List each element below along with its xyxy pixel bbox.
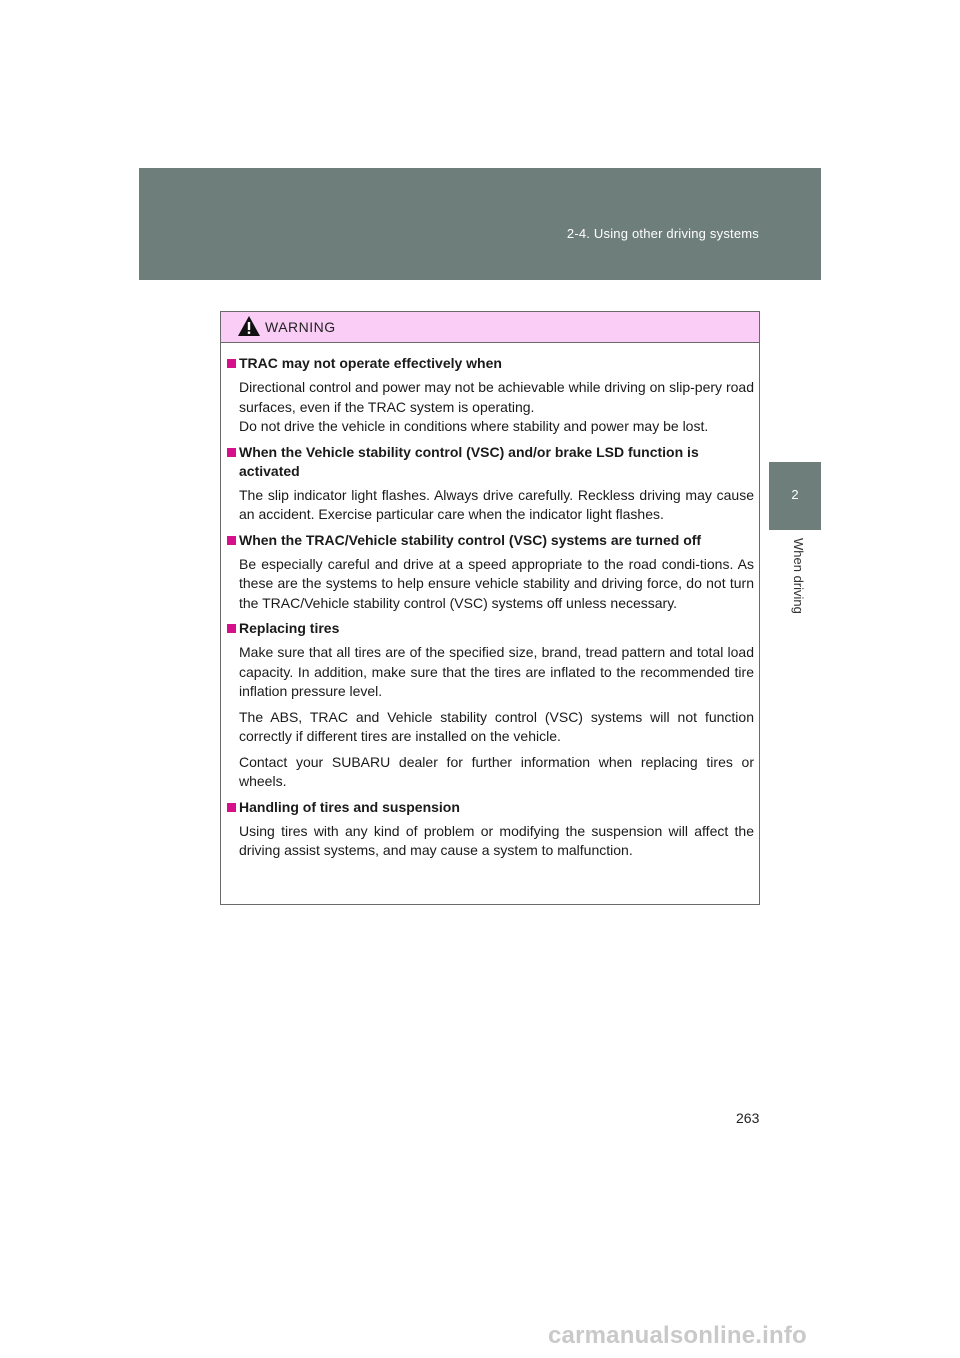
section-paragraph: Using tires with any kind of problem or modifying the suspension will affect the driving assist systems, and may cause a system to malfunction. <box>239 822 754 858</box>
watermark: carmanualsonline.info <box>548 1322 807 1349</box>
square-bullet-icon <box>227 624 236 633</box>
warning-section-vsc-active <box>226 443 754 525</box>
chapter-header-band <box>139 168 821 280</box>
warning-section-trac <box>226 354 754 437</box>
warning-triangle-icon <box>237 315 261 337</box>
section-heading: When the Vehicle stability control (VSC) and/or brake LSD function is activated <box>226 443 754 481</box>
square-bullet-icon <box>227 448 236 457</box>
square-bullet-icon <box>227 803 236 812</box>
warning-section-systems-off <box>226 531 754 614</box>
warning-label: WARNING <box>265 319 336 335</box>
section-title: 2-4. Using other driving systems <box>566 226 759 241</box>
chapter-label: When driving <box>791 538 806 614</box>
section-paragraph: The ABS, TRAC and Vehicle stability control (VSC) systems will not function correctly if different tires are installed on the vehicle. <box>239 708 754 744</box>
warning-section-tires-suspension <box>226 798 754 861</box>
warning-header <box>221 312 759 343</box>
section-paragraph: Be especially careful and drive at a speed appropriate to the road condi-tions. As these are the systems to help ensure vehicle stability and driving force, do not turn the TRAC/Vehicle stability control (VSC) systems off unless necessary. <box>239 555 754 611</box>
section-heading: TRAC may not operate effectively when <box>226 354 754 373</box>
warning-body <box>221 343 759 861</box>
section-paragraph: Directional control and power may not be achievable while driving on slip-pery road surfaces, even if the TRAC system is operating. <box>239 379 754 415</box>
warning-box <box>220 311 760 905</box>
warning-section-replacing-tires <box>226 619 754 792</box>
section-heading: When the TRAC/Vehicle stability control (VSC) systems are turned off <box>226 531 754 550</box>
section-paragraph: Contact your SUBARU dealer for further information when replacing tires or wheels. <box>239 753 754 789</box>
section-heading: Handling of tires and suspension <box>226 798 754 817</box>
chapter-number: 2 <box>791 487 799 502</box>
section-paragraph: Do not drive the vehicle in conditions where stability and power may be lost. <box>239 418 709 434</box>
chapter-tab <box>769 462 821 530</box>
section-paragraph: The slip indicator light flashes. Always drive carefully. Reckless driving may cause an accident. Exercise particular care when the indicator light flashes. <box>239 486 754 522</box>
section-heading: Replacing tires <box>226 619 754 638</box>
square-bullet-icon <box>227 536 236 545</box>
section-paragraph: Make sure that all tires are of the specified size, brand, tread pattern and total load capacity. In addition, make sure that the tires are inflated to the recommended tire inflation pressure level. <box>239 644 754 699</box>
square-bullet-icon <box>227 359 236 368</box>
page-number: 263 <box>736 1110 760 1126</box>
